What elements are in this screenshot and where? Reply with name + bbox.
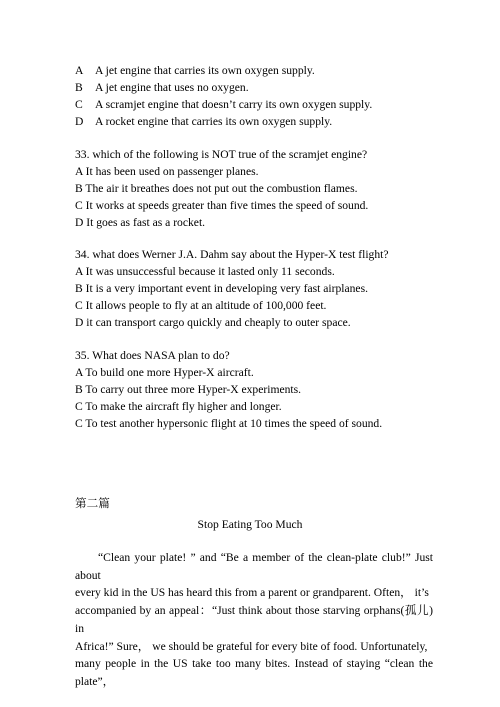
q33-option-a: A It has been used on passenger planes.: [75, 165, 259, 178]
q33-option-d: D It goes as fast as a rocket.: [75, 216, 206, 229]
passage-title: Stop Eating Too Much: [197, 518, 303, 531]
q34-option-d: D it can transport cargo quickly and cheaply to outer space.: [75, 316, 351, 329]
q33-option-b: B The air it breathes does not put out the combustion flames.: [75, 182, 358, 195]
section-label: 第二篇: [75, 497, 110, 510]
q33-option-c: C It works at speeds greater than five times the speed of sound.: [75, 199, 369, 212]
q32-option-b: [75, 81, 249, 95]
q35-option-b: B To carry out three more Hyper-X experiments.: [75, 383, 302, 396]
option-letter: A: [75, 64, 84, 77]
passage-line: every kid in the US has heard this from a parent or grandparent. Often， it’s: [75, 586, 429, 600]
q35-option-d: C To test another hypersonic flight at 10 times the speed of sound.: [75, 417, 383, 430]
passage-line: Africa!” Sure， we should be grateful for every bite of food. Unfortunately,: [75, 639, 428, 653]
option-text: A jet engine that carries its own oxygen supply.: [95, 64, 315, 77]
q34-option-b: B It is a very important event in developing very fast airplanes.: [75, 282, 368, 295]
option-letter: B: [75, 81, 83, 94]
passage-line: “Clean your plate! ” and “Be a member of the clean-plate club!” Just about: [75, 551, 433, 582]
q34-question: 34. what does Werner J.A. Dahm say about the Hyper-X test flight?: [75, 248, 389, 261]
q32-option-c: [75, 98, 372, 112]
q35-option-c: C To make the aircraft fly higher and longer.: [75, 400, 282, 413]
q32-option-a: [75, 64, 315, 78]
q35-option-a: A To build one more Hyper-X aircraft.: [75, 366, 254, 379]
passage-line: many people in the US take too many bites. Instead of staying “clean the plate”，: [75, 657, 433, 688]
option-text: A rocket engine that carries its own oxygen supply.: [95, 115, 333, 128]
option-text: A jet engine that uses no oxygen.: [95, 81, 249, 94]
passage-paragraph: [75, 549, 433, 691]
option-letter: C: [75, 98, 83, 111]
q34-option-a: A It was unsuccessful because it lasted only 11 seconds.: [75, 265, 335, 278]
passage-line: accompanied by an appeal：“Just think about those starving orphans(孤儿) in: [75, 604, 433, 635]
q34-option-c: C It allows people to fly at an altitude of 100,000 feet.: [75, 299, 327, 312]
q35-question: 35. What does NASA plan to do?: [75, 349, 230, 362]
option-letter: D: [75, 115, 84, 128]
q32-option-d: [75, 115, 332, 129]
option-text: A scramjet engine that doesn’t carry its own oxygen supply.: [95, 98, 373, 111]
q33-question: 33. which of the following is NOT true of the scramjet engine?: [75, 148, 368, 161]
